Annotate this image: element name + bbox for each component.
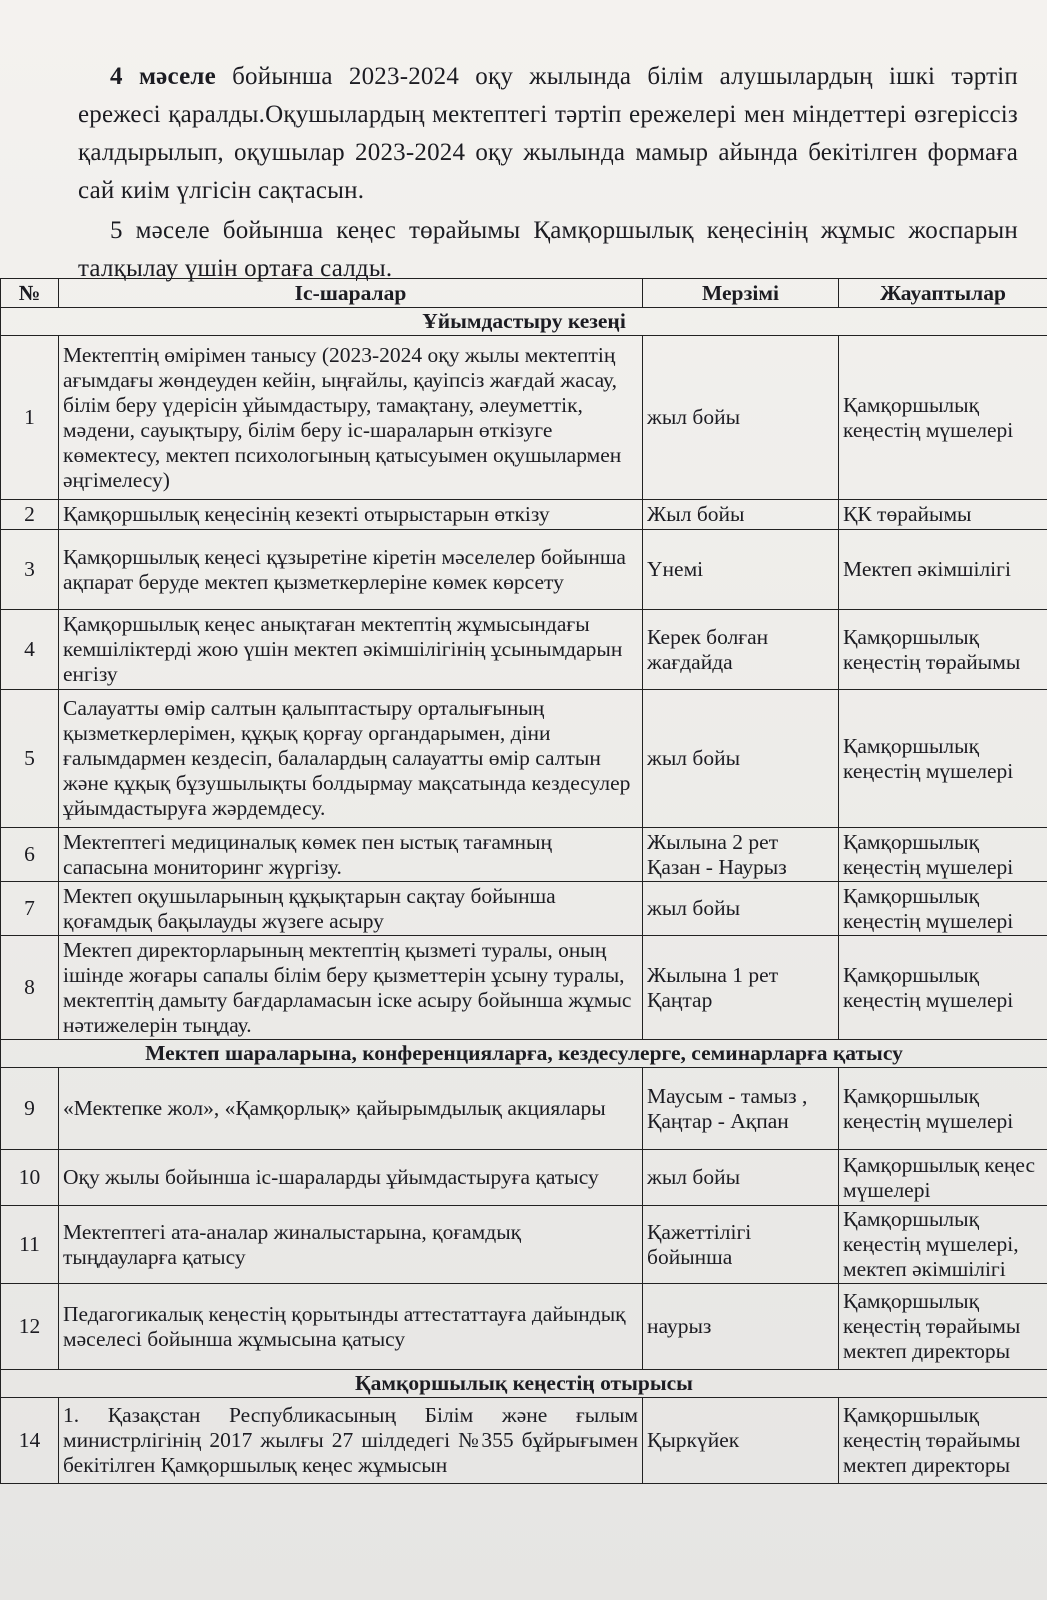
row-deadline: жыл бойы bbox=[643, 336, 839, 500]
row-deadline: жыл бойы bbox=[643, 690, 839, 828]
responsible-line-1: Қамқоршылық кеңестің төрайымы bbox=[843, 1289, 1021, 1338]
row-responsible: Қамқоршылық кеңестің мүшелері bbox=[839, 336, 1047, 500]
deadline-line-1: Жылына 2 рет bbox=[647, 829, 779, 854]
row-deadline: жыл бойы bbox=[643, 1150, 839, 1206]
row-number: 3 bbox=[1, 530, 59, 610]
section-title: Ұйымдастыру кезеңі bbox=[1, 308, 1047, 336]
responsible-line-2: мектеп директоры bbox=[843, 1339, 1011, 1363]
row-number: 5 bbox=[1, 690, 59, 828]
row-activity: Қамқоршылық кеңесінің кезекті отырыстарын өткізу bbox=[59, 500, 643, 530]
header-responsible: Жауаптылар bbox=[839, 279, 1047, 308]
responsible-line-1: Қамқоршылық кеңестің төрайымы bbox=[843, 1403, 1021, 1452]
row-deadline: жыл бойы bbox=[643, 882, 839, 936]
row-responsible: Қамқоршылық кеңестің мүшелері bbox=[839, 936, 1047, 1040]
row-responsible: Қамқоршылық кеңестің мүшелері bbox=[839, 882, 1047, 936]
deadline-line-2: Қаңтар - Ақпан bbox=[647, 1108, 789, 1133]
header-activity: Іс-шаралар bbox=[59, 279, 643, 308]
row-deadline: Қажеттілігі бойынша bbox=[643, 1206, 839, 1284]
row-responsible: ҚК төрайымы bbox=[839, 500, 1047, 530]
row-activity: Оқу жылы бойынша іс-шараларды ұйымдастыруға қатысу bbox=[59, 1150, 643, 1206]
responsible-line-2: мектеп директоры bbox=[843, 1453, 1011, 1477]
row-deadline bbox=[643, 936, 839, 1040]
row-responsible: Қамқоршылық кеңестің мүшелері bbox=[839, 690, 1047, 828]
table-row bbox=[1, 1398, 1047, 1484]
table-row bbox=[1, 828, 1047, 882]
table-header-row bbox=[1, 279, 1047, 308]
responsible-line-1: Қамқоршылық кеңестің мүшелері, bbox=[843, 1207, 1019, 1256]
table-row bbox=[1, 690, 1047, 828]
row-activity: Салауатты өмір салтын қалыптастыру орталығының қызметкерлерімен, құқық қорғау органдарымен, діни ғалымдармен кездесіп, балалардың салауатты өмір салтын және құқық бұзушылықты болдырмау мақсатында кездесулер ұйымдастыруға жәрдемдесу. bbox=[59, 690, 643, 828]
row-activity: Қамқоршылық кеңес анықтаған мектептің жұмысындағы кемшіліктерді жою үшін мектеп әкімшілігінің ұсынымдарын енгізу bbox=[59, 610, 643, 690]
section-title: Қамқоршылық кеңестің отырысы bbox=[1, 1370, 1047, 1398]
row-activity: Мектеп директорларының мектептің қызметі туралы, оның ішінде жоғары сапалы білім беру қызметтерін ұсыну туралы, мектептің дамыту бағдарламасын іске асыру бойынша жұмыс нәтижелерін тыңдау. bbox=[59, 936, 643, 1040]
row-number: 8 bbox=[1, 936, 59, 1040]
row-number: 7 bbox=[1, 882, 59, 936]
row-responsible bbox=[839, 1284, 1047, 1370]
table-row bbox=[1, 936, 1047, 1040]
intro-paragraph-5: 5 мәселе бойынша кеңес төрайымы Қамқоршылық кеңесінің жұмыс жоспарын талқылау үшін ортаға салды. bbox=[78, 217, 1018, 282]
row-responsible: Қамқоршылық кеңестің төрайымы bbox=[839, 610, 1047, 690]
section-row bbox=[1, 1040, 1047, 1068]
header-deadline: Мерзімі bbox=[643, 279, 839, 308]
row-number: 4 bbox=[1, 610, 59, 690]
table-row bbox=[1, 882, 1047, 936]
row-deadline: Үнемі bbox=[643, 530, 839, 610]
row-activity: Мектептегі медициналық көмек пен ыстық тағамның сапасына мониторинг жүргізу. bbox=[59, 828, 643, 882]
row-deadline bbox=[643, 828, 839, 882]
row-deadline: наурыз bbox=[643, 1284, 839, 1370]
table-row bbox=[1, 1150, 1047, 1206]
table-row bbox=[1, 530, 1047, 610]
row-responsible: Қамқоршылық кеңестің мүшелері bbox=[839, 1068, 1047, 1150]
work-plan-table bbox=[0, 278, 1047, 1484]
table-row bbox=[1, 1206, 1047, 1284]
row-deadline: Керек болған жағдайда bbox=[643, 610, 839, 690]
deadline-line-1: Маусым - тамыз , bbox=[647, 1083, 808, 1108]
table-row bbox=[1, 500, 1047, 530]
issue-4-label: 4 мәселе bbox=[110, 63, 216, 90]
row-number: 9 bbox=[1, 1068, 59, 1150]
table-row bbox=[1, 1284, 1047, 1370]
row-number: 1 bbox=[1, 336, 59, 500]
row-responsible bbox=[839, 1206, 1047, 1284]
row-number: 12 bbox=[1, 1284, 59, 1370]
intro-paragraph-4 bbox=[78, 58, 1018, 210]
row-activity: «Мектепке жол», «Қамқорлық» қайырымдылық акциялары bbox=[59, 1068, 643, 1150]
section-title: Мектеп шараларына, конференцияларға, кездесулерге, семинарларға қатысу bbox=[1, 1040, 1047, 1068]
header-num: № bbox=[1, 279, 59, 308]
row-number: 6 bbox=[1, 828, 59, 882]
deadline-line-1: Жылына 1 рет bbox=[647, 962, 779, 987]
row-activity: Мектептегі ата-аналар жиналыстарына, қоғамдық тыңдауларға қатысу bbox=[59, 1206, 643, 1284]
responsible-line-2: мектеп әкімшілігі bbox=[843, 1257, 1006, 1281]
table-row bbox=[1, 610, 1047, 690]
row-responsible bbox=[839, 1398, 1047, 1484]
issue-4-text: бойынша 2023-2024 оқу жылында білім алушылардың ішкі тәртіп ережесі қаралды.Оқушылардың мектептегі тәртіп ережелері мен міндеттері өзгеріссіз қалдырылып, оқушылар 2023-2024 оқу жылында мамыр айында бекітілген формаға сай киім үлгісін сақтасын. bbox=[78, 63, 1018, 204]
row-responsible: Қамқоршылық кеңес мүшелері bbox=[839, 1150, 1047, 1206]
row-deadline: Жыл бойы bbox=[643, 500, 839, 530]
row-number: 10 bbox=[1, 1150, 59, 1206]
section-row bbox=[1, 1370, 1047, 1398]
deadline-line-2: Қазан - Наурыз bbox=[647, 854, 787, 879]
row-activity: Мектеп оқушыларының құқықтарын сақтау бойынша қоғамдық бақылауды жүзеге асыру bbox=[59, 882, 643, 936]
table-row bbox=[1, 1068, 1047, 1150]
row-responsible: Мектеп әкімшілігі bbox=[839, 530, 1047, 610]
section-row bbox=[1, 308, 1047, 336]
row-activity: Қамқоршылық кеңесі құзыретіне кіретін мәселелер бойынша ақпарат беруде мектеп қызметкерлеріне көмек көрсету bbox=[59, 530, 643, 610]
row-number: 2 bbox=[1, 500, 59, 530]
deadline-line-2: Қаңтар bbox=[647, 987, 713, 1012]
row-deadline: Қыркүйек bbox=[643, 1398, 839, 1484]
row-activity: 1. Қазақстан Республикасының Білім және ғылым министрлігінің 2017 жылғы 27 шілдедегі №355 бұйрығымен бекітілген Қамқоршылық кеңес жұмысын bbox=[59, 1398, 643, 1484]
table-row bbox=[1, 336, 1047, 500]
row-deadline bbox=[643, 1068, 839, 1150]
intro-text bbox=[78, 58, 1018, 288]
row-responsible: Қамқоршылық кеңестің мүшелері bbox=[839, 828, 1047, 882]
row-activity: Педагогикалық кеңестің қорытынды аттестаттауға дайындық мәселесі бойынша жұмысына қатысу bbox=[59, 1284, 643, 1370]
row-number: 14 bbox=[1, 1398, 59, 1484]
row-activity: Мектептің өмірімен танысу (2023-2024 оқу жылы мектептің ағымдағы жөндеуден кейін, ыңғайлы, қауіпсіз жағдай жасау, білім беру үдерісін ұйымдастыру, тамақтану, әлеуметтік, мәдени, сауықтыру, білім беру іс-шараларын өткізуге көмектесу, мектеп психологының қатысуымен оқушылармен әңгімелесу) bbox=[59, 336, 643, 500]
row-number: 11 bbox=[1, 1206, 59, 1284]
